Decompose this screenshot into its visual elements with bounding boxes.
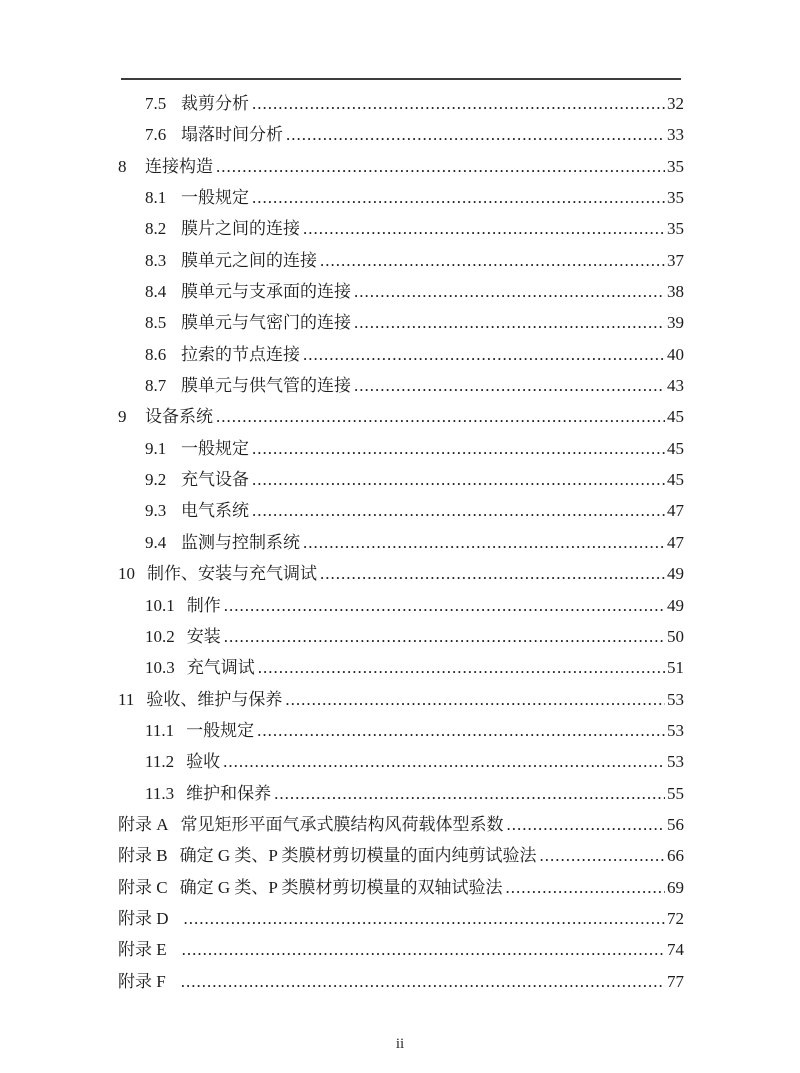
toc-row [118,715,684,746]
toc-entry-page: 72 [667,908,684,928]
toc-entry-page: 39 [667,313,684,333]
toc-row [118,307,684,338]
toc-entry-number: 8.4 [145,282,167,302]
toc-entry-number: 10.3 [145,658,175,678]
toc-entry-title: 膜片之间的连接 [181,219,300,239]
toc-row [118,151,684,182]
toc-row [118,182,684,213]
toc-entry-page: 43 [667,376,684,396]
toc-leader-dots [505,872,665,903]
toc-leader-dots [216,401,665,432]
toc-entry-page: 45 [667,438,684,458]
toc-entry-title: 充气设备 [181,470,249,490]
toc-entry-page: 69 [667,877,684,897]
toc-entry-number: 附录 D [118,908,169,928]
toc-leader-dots [224,590,665,621]
toc-entry-number: 9.2 [145,470,167,490]
toc-entry-title: 维护和保养 [186,783,272,803]
toc-row [118,621,684,652]
toc-entry-number: 附录 C [118,877,168,897]
toc-entry-page: 55 [667,783,684,803]
toc-entry-number: 8.1 [145,188,167,208]
toc-leader-dots [354,370,665,401]
toc-row [118,590,684,621]
toc-entry-number: 8 [118,156,127,176]
toc-row [118,840,684,871]
toc-entry-page: 35 [667,188,684,208]
toc-leader-dots [252,88,665,119]
toc-row [118,652,684,683]
toc-leader-dots [182,934,665,965]
toc-entry-page: 53 [667,752,684,772]
toc-entry-page: 74 [667,940,684,960]
toc-entry-title: 连接构造 [145,156,213,176]
toc-leader-dots [303,339,665,370]
toc-entry-number: 11 [118,689,135,709]
toc-row [118,339,684,370]
page-number-footer: ii [395,1036,405,1052]
toc-entry-page: 45 [667,470,684,490]
toc-entry-title: 确定 G 类、P 类膜材剪切模量的面内纯剪试验法 [179,846,537,866]
toc-row [118,401,684,432]
toc-entry-title: 裁剪分析 [181,94,249,113]
toc-entry-title: 膜单元与气密门的连接 [181,313,351,333]
toc-entry-title: 设备系统 [145,407,213,427]
toc-row [118,746,684,777]
toc-entry-page: 32 [667,94,684,113]
toc-row [118,778,684,809]
toc-entry-page: 33 [667,125,684,145]
toc-leader-dots [258,652,665,683]
toc-entry-number: 8.7 [145,376,167,396]
toc-entry-page: 53 [667,689,684,709]
toc-entry-number: 8.6 [145,344,167,364]
toc-entry-number: 9 [118,407,127,427]
toc-row [118,558,684,589]
toc-leader-dots [181,966,665,997]
toc-leader-dots [354,307,665,338]
toc-leader-dots [252,464,665,495]
toc-row [118,464,684,495]
toc-entry-page: 35 [667,219,684,239]
toc-entry-number: 11.2 [145,752,175,772]
toc-entry-title: 确定 G 类、P 类膜材剪切模量的双轴试验法 [179,877,503,897]
toc-entry-page: 50 [667,626,684,646]
toc-row [118,903,684,934]
toc-entry-page: 56 [667,814,684,834]
toc-entry-title: 制作 [186,595,221,615]
toc-entry-page: 51 [667,658,684,678]
toc-row [118,370,684,401]
toc-entry-number: 8.2 [145,219,167,239]
toc-entry-number: 10.1 [145,595,175,615]
toc-row [118,495,684,526]
toc-leader-dots [285,684,665,715]
toc-row [118,966,684,997]
toc-entry-title: 常见矩形平面气承式膜结构风荷载体型系数 [180,814,504,834]
toc-entry-title: 验收 [186,752,221,772]
toc-entry-title: 验收、维护与保养 [146,689,283,709]
toc-row [118,433,684,464]
toc-entry-title: 一般规定 [186,720,255,740]
toc-entry-title: 安装 [186,626,221,646]
toc-entry-title: 电气系统 [181,501,249,521]
toc-entry-number: 7.6 [145,125,167,145]
toc-entry-number: 附录 E [118,940,167,960]
toc-row [118,872,684,903]
toc-entry-number: 附录 A [118,814,169,834]
table-of-contents [118,88,684,997]
toc-entry-page: 49 [667,595,684,615]
toc-row [118,213,684,244]
toc-entry-number: 7.5 [145,94,167,113]
toc-leader-dots [223,746,665,777]
toc-entry-page: 45 [667,407,684,427]
toc-entry-page: 47 [667,532,684,552]
toc-entry-page: 53 [667,720,684,740]
toc-entry-page: 37 [667,250,684,270]
toc-leader-dots [320,245,665,276]
toc-row [118,809,684,840]
header-rule [121,78,681,80]
toc-row [118,684,684,715]
toc-entry-title: 膜单元与供气管的连接 [181,376,351,396]
toc-leader-dots [354,276,665,307]
toc-leader-dots [303,527,665,558]
toc-entry-title: 拉索的节点连接 [181,344,300,364]
toc-row [118,119,684,150]
toc-entry-number: 8.5 [145,313,167,333]
toc-leader-dots [507,809,665,840]
toc-entry-title: 膜单元之间的连接 [181,250,317,270]
toc-leader-dots [252,182,665,213]
toc-leader-dots [257,715,665,746]
toc-entry-number: 11.3 [145,783,175,803]
toc-leader-dots [539,840,665,871]
toc-entry-number: 9.3 [145,501,167,521]
toc-leader-dots [286,119,665,150]
toc-entry-number: 附录 F [118,971,166,991]
toc-row [118,245,684,276]
toc-leader-dots [252,433,665,464]
toc-entry-title: 塌落时间分析 [181,125,283,145]
toc-entry-number: 附录 B [118,846,168,866]
toc-entry-page: 40 [667,344,684,364]
toc-leader-dots [274,778,665,809]
toc-entry-number: 10 [118,564,135,584]
toc-row [118,88,684,119]
toc-entry-page: 49 [667,564,684,584]
toc-entry-title: 一般规定 [181,188,249,208]
toc-entry-number: 10.2 [145,626,175,646]
toc-entry-number: 9.4 [145,532,167,552]
toc-entry-number: 8.3 [145,250,167,270]
toc-entry-number: 11.1 [145,720,175,740]
toc-entry-title: 膜单元与支承面的连接 [181,282,351,302]
toc-leader-dots [224,621,665,652]
toc-row [118,934,684,965]
toc-entry-number: 9.1 [145,438,167,458]
toc-row [118,527,684,558]
toc-entry-title: 监测与控制系统 [181,532,300,552]
toc-entry-page: 77 [667,971,684,991]
toc-entry-page: 38 [667,282,684,302]
toc-entry-page: 47 [667,501,684,521]
toc-leader-dots [216,151,665,182]
toc-entry-title: 充气调试 [186,658,255,678]
toc-entry-title: 制作、安装与充气调试 [147,564,317,584]
toc-leader-dots [252,495,665,526]
toc-leader-dots [303,213,665,244]
toc-entry-page: 66 [667,846,684,866]
toc-entry-page: 35 [667,156,684,176]
toc-leader-dots [184,903,665,934]
toc-entry-title: 一般规定 [181,438,249,458]
toc-row [118,276,684,307]
toc-leader-dots [320,558,665,589]
